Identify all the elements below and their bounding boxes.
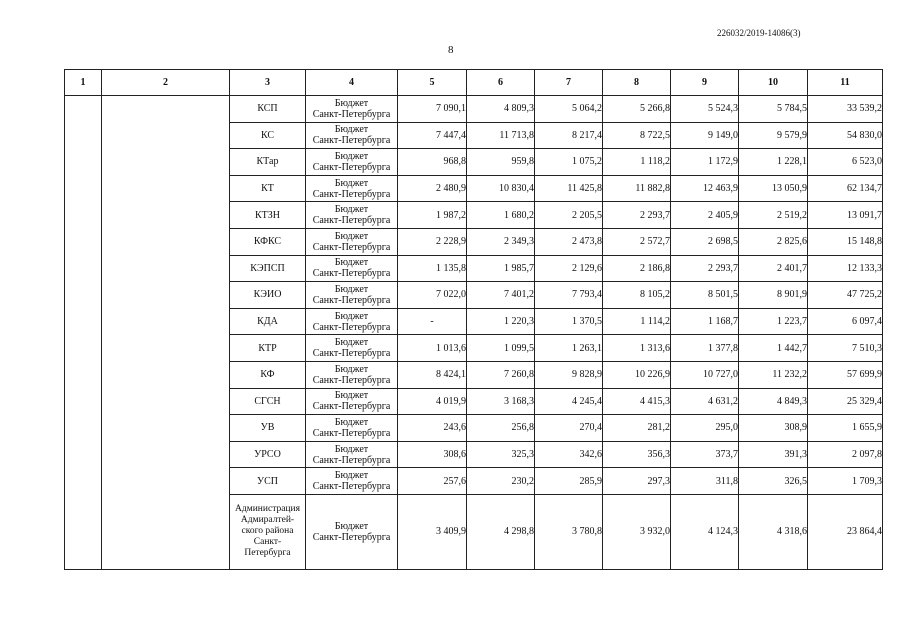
value-cell: 1 228,1 xyxy=(739,149,808,176)
value-cell: 1 099,5 xyxy=(467,335,535,362)
value-cell: 968,8 xyxy=(398,149,467,176)
budget-table xyxy=(64,69,883,570)
org-line: Санкт- xyxy=(253,537,282,548)
value-cell: 5 784,5 xyxy=(739,96,808,123)
value-cell: 230,2 xyxy=(467,468,535,495)
source-line: Санкт-Петербурга xyxy=(312,374,391,386)
source-cell xyxy=(306,494,398,569)
value-cell: 1 223,7 xyxy=(739,308,808,335)
value-cell: 2 186,8 xyxy=(603,255,671,282)
org-cell: КТ xyxy=(230,175,306,202)
source-cell xyxy=(306,282,398,309)
value-cell: 9 579,9 xyxy=(739,122,808,149)
org-line: Петербурга xyxy=(244,548,291,559)
header-cell: 11 xyxy=(808,70,883,96)
value-cell: 9 828,9 xyxy=(535,361,603,388)
source-line: Бюджет xyxy=(334,310,369,322)
value-cell: 7 447,4 xyxy=(398,122,467,149)
value-cell: 257,6 xyxy=(398,468,467,495)
value-cell: 2 405,9 xyxy=(671,202,739,229)
value-cell: 308,9 xyxy=(739,415,808,442)
value-cell: 2 572,7 xyxy=(603,228,671,255)
header-cell: 1 xyxy=(65,70,102,96)
total-cell: 6 523,0 xyxy=(808,149,883,176)
source-line: Санкт-Петербурга xyxy=(312,135,391,147)
value-cell: 13 050,9 xyxy=(739,175,808,202)
org-cell: КФКС xyxy=(230,228,306,255)
total-cell: 23 864,4 xyxy=(808,494,883,569)
source-line: Санкт-Петербурга xyxy=(312,454,391,466)
value-cell: 8 105,2 xyxy=(603,282,671,309)
header-cell: 10 xyxy=(739,70,808,96)
name-cell xyxy=(102,96,230,570)
org-cell: КСП xyxy=(230,96,306,123)
org-cell xyxy=(230,494,306,569)
value-cell: 8 901,9 xyxy=(739,282,808,309)
value-cell: 11 713,8 xyxy=(467,122,535,149)
value-cell: 7 793,4 xyxy=(535,282,603,309)
org-cell: КТР xyxy=(230,335,306,362)
org-cell: КЭИО xyxy=(230,282,306,309)
value-cell: 342,6 xyxy=(535,441,603,468)
value-cell: 2 401,7 xyxy=(739,255,808,282)
value-cell: 4 809,3 xyxy=(467,96,535,123)
source-line: Бюджет xyxy=(334,204,369,216)
value-cell: 4 298,8 xyxy=(467,494,535,569)
source-line: Санкт-Петербурга xyxy=(312,401,391,413)
source-line: Санкт-Петербурга xyxy=(312,188,391,200)
total-cell: 47 725,2 xyxy=(808,282,883,309)
value-cell: 7 022,0 xyxy=(398,282,467,309)
value-cell: 3 780,8 xyxy=(535,494,603,569)
value-cell: 1 263,1 xyxy=(535,335,603,362)
source-line: Бюджет xyxy=(334,257,369,269)
source-cell xyxy=(306,149,398,176)
document-id: 226032/2019-14086(3) xyxy=(717,28,801,38)
value-cell: 10 226,9 xyxy=(603,361,671,388)
total-cell: 13 091,7 xyxy=(808,202,883,229)
value-cell: 4 415,3 xyxy=(603,388,671,415)
value-cell: 325,3 xyxy=(467,441,535,468)
source-line: Санкт-Петербурга xyxy=(312,241,391,253)
source-line: Санкт-Петербурга xyxy=(312,161,391,173)
value-cell: 8 722,5 xyxy=(603,122,671,149)
value-cell: 1 114,2 xyxy=(603,308,671,335)
org-cell: КФ xyxy=(230,361,306,388)
table-row xyxy=(65,96,883,123)
value-cell: 2 293,7 xyxy=(671,255,739,282)
value-cell: 2 228,9 xyxy=(398,228,467,255)
total-cell: 12 133,3 xyxy=(808,255,883,282)
org-cell: УРСО xyxy=(230,441,306,468)
source-cell xyxy=(306,202,398,229)
row-number-cell xyxy=(65,96,102,570)
source-line: Бюджет xyxy=(334,97,369,109)
header-cell: 7 xyxy=(535,70,603,96)
source-cell xyxy=(306,175,398,202)
value-cell: 1 075,2 xyxy=(535,149,603,176)
value-cell: 1 313,6 xyxy=(603,335,671,362)
value-cell: 2 205,5 xyxy=(535,202,603,229)
value-cell: 1 680,2 xyxy=(467,202,535,229)
value-cell: 2 129,6 xyxy=(535,255,603,282)
source-line: Санкт-Петербурга xyxy=(312,215,391,227)
org-cell: КДА xyxy=(230,308,306,335)
value-cell: 10 830,4 xyxy=(467,175,535,202)
org-cell: УВ xyxy=(230,415,306,442)
source-cell xyxy=(306,255,398,282)
value-cell: 311,8 xyxy=(671,468,739,495)
source-line: Бюджет xyxy=(334,230,369,242)
total-cell: 33 539,2 xyxy=(808,96,883,123)
value-cell: 1 370,5 xyxy=(535,308,603,335)
value-cell: 5 524,3 xyxy=(671,96,739,123)
value-cell: 10 727,0 xyxy=(671,361,739,388)
total-cell: 7 510,3 xyxy=(808,335,883,362)
value-cell: 2 698,5 xyxy=(671,228,739,255)
total-cell: 54 830,0 xyxy=(808,122,883,149)
header-cell: 6 xyxy=(467,70,535,96)
value-cell: 2 825,6 xyxy=(739,228,808,255)
value-cell: 1 135,8 xyxy=(398,255,467,282)
total-cell: 25 329,4 xyxy=(808,388,883,415)
source-line: Бюджет xyxy=(334,520,369,532)
value-cell: 297,3 xyxy=(603,468,671,495)
value-cell: 1 013,6 xyxy=(398,335,467,362)
value-cell: 3 168,3 xyxy=(467,388,535,415)
value-cell: 391,3 xyxy=(739,441,808,468)
source-line: Бюджет xyxy=(334,470,369,482)
source-line: Бюджет xyxy=(334,337,369,349)
value-cell: 1 987,2 xyxy=(398,202,467,229)
source-cell xyxy=(306,361,398,388)
value-cell: 4 124,3 xyxy=(671,494,739,569)
value-cell: 373,7 xyxy=(671,441,739,468)
value-cell: 1 118,2 xyxy=(603,149,671,176)
source-line: Санкт-Петербурга xyxy=(312,294,391,306)
value-cell: 7 401,2 xyxy=(467,282,535,309)
source-line: Бюджет xyxy=(334,443,369,455)
source-cell xyxy=(306,96,398,123)
source-cell xyxy=(306,388,398,415)
value-cell: 326,5 xyxy=(739,468,808,495)
source-line: Бюджет xyxy=(334,283,369,295)
total-cell: 62 134,7 xyxy=(808,175,883,202)
source-line: Санкт-Петербурга xyxy=(312,427,391,439)
value-cell: 8 424,1 xyxy=(398,361,467,388)
value-cell: 5 064,2 xyxy=(535,96,603,123)
value-cell: 4 849,3 xyxy=(739,388,808,415)
value-cell: 11 882,8 xyxy=(603,175,671,202)
header-cell: 2 xyxy=(102,70,230,96)
value-cell: 11 425,8 xyxy=(535,175,603,202)
value-cell: 4 631,2 xyxy=(671,388,739,415)
value-cell: 308,6 xyxy=(398,441,467,468)
value-cell: 1 172,9 xyxy=(671,149,739,176)
value-cell: 2 473,8 xyxy=(535,228,603,255)
value-cell: 7 260,8 xyxy=(467,361,535,388)
total-cell: 6 097,4 xyxy=(808,308,883,335)
value-cell: 1 168,7 xyxy=(671,308,739,335)
value-cell: 11 232,2 xyxy=(739,361,808,388)
org-line: ского района xyxy=(241,526,294,537)
source-cell xyxy=(306,308,398,335)
total-cell: 1 709,3 xyxy=(808,468,883,495)
header-cell: 8 xyxy=(603,70,671,96)
header-row xyxy=(65,70,883,96)
value-cell: 256,8 xyxy=(467,415,535,442)
value-cell: 1 442,7 xyxy=(739,335,808,362)
source-line: Бюджет xyxy=(334,416,369,428)
value-cell: 4 245,4 xyxy=(535,388,603,415)
value-cell: 3 932,0 xyxy=(603,494,671,569)
value-cell: 2 349,3 xyxy=(467,228,535,255)
source-line: Бюджет xyxy=(334,124,369,136)
org-cell: КТар xyxy=(230,149,306,176)
source-line: Санкт-Петербурга xyxy=(312,108,391,120)
source-line: Бюджет xyxy=(334,150,369,162)
source-line: Бюджет xyxy=(334,177,369,189)
source-cell xyxy=(306,441,398,468)
value-cell: 5 266,8 xyxy=(603,96,671,123)
value-cell: 3 409,9 xyxy=(398,494,467,569)
org-cell: КТЗН xyxy=(230,202,306,229)
value-cell: 2 293,7 xyxy=(603,202,671,229)
source-line: Санкт-Петербурга xyxy=(312,268,391,280)
page-number: 8 xyxy=(448,44,454,56)
header-cell: 4 xyxy=(306,70,398,96)
org-line: Адмиралтей- xyxy=(240,515,295,526)
total-cell: 2 097,8 xyxy=(808,441,883,468)
value-cell: 12 463,9 xyxy=(671,175,739,202)
source-line: Бюджет xyxy=(334,390,369,402)
source-line: Санкт-Петербурга xyxy=(312,481,391,493)
source-cell xyxy=(306,228,398,255)
value-cell: 2 519,2 xyxy=(739,202,808,229)
org-cell: КС xyxy=(230,122,306,149)
total-cell: 15 148,8 xyxy=(808,228,883,255)
value-cell: 7 090,1 xyxy=(398,96,467,123)
value-cell: 4 318,6 xyxy=(739,494,808,569)
value-cell: 285,9 xyxy=(535,468,603,495)
header-cell: 3 xyxy=(230,70,306,96)
org-cell: КЭПСП xyxy=(230,255,306,282)
value-cell: 281,2 xyxy=(603,415,671,442)
value-cell: 1 377,8 xyxy=(671,335,739,362)
source-cell xyxy=(306,468,398,495)
total-cell: 1 655,9 xyxy=(808,415,883,442)
source-cell xyxy=(306,415,398,442)
value-cell: 9 149,0 xyxy=(671,122,739,149)
value-cell: 959,8 xyxy=(467,149,535,176)
source-cell xyxy=(306,122,398,149)
value-cell: 243,6 xyxy=(398,415,467,442)
value-cell: 4 019,9 xyxy=(398,388,467,415)
value-cell: 2 480,9 xyxy=(398,175,467,202)
header-cell: 5 xyxy=(398,70,467,96)
source-line: Санкт-Петербурга xyxy=(312,321,391,333)
value-cell: 1 985,7 xyxy=(467,255,535,282)
source-line: Бюджет xyxy=(334,363,369,375)
value-cell: 295,0 xyxy=(671,415,739,442)
source-cell xyxy=(306,335,398,362)
org-line: Администрация xyxy=(235,504,300,515)
org-cell: УСП xyxy=(230,468,306,495)
total-cell: 57 699,9 xyxy=(808,361,883,388)
source-line: Санкт-Петербурга xyxy=(312,531,391,543)
org-cell: СГСН xyxy=(230,388,306,415)
value-cell: 356,3 xyxy=(603,441,671,468)
value-cell: 8 217,4 xyxy=(535,122,603,149)
value-cell: 1 220,3 xyxy=(467,308,535,335)
value-cell: - xyxy=(398,308,467,335)
source-line: Санкт-Петербурга xyxy=(312,348,391,360)
value-cell: 8 501,5 xyxy=(671,282,739,309)
header-cell: 9 xyxy=(671,70,739,96)
value-cell: 270,4 xyxy=(535,415,603,442)
